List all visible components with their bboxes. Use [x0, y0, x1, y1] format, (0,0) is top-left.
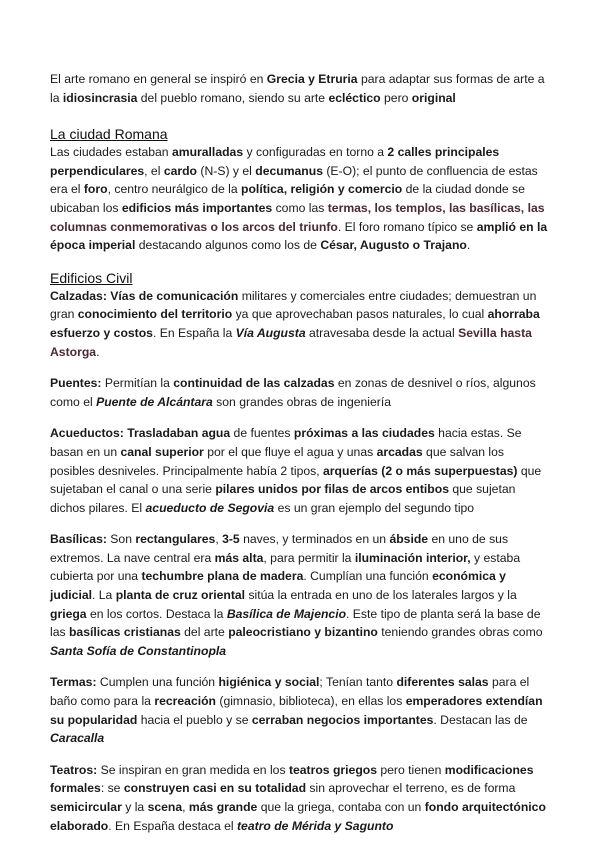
body-text: es un gran ejemplo del segundo tipo [274, 500, 475, 515]
emphasis-text: acueducto de Segovia [145, 500, 275, 515]
intro-paragraph [50, 70, 550, 107]
emphasis-text: Puentes: [50, 376, 105, 391]
body-text: (gimnasio, biblioteca), en ellas los [216, 694, 406, 709]
emphasis-text: Caracalla [50, 731, 105, 746]
emphasis-text: paleocristiano y bizantino [228, 625, 378, 640]
emphasis-text: fondo arquitectónico elaborado [50, 800, 546, 833]
section-buildings [50, 269, 550, 835]
body-text: y configuradas en torno a [243, 145, 388, 160]
body-text: , para permitir la [263, 550, 355, 565]
emphasis-text: arcadas [376, 444, 423, 459]
body-text: por el que fluye el agua y unas [203, 444, 377, 459]
body-text: . La [92, 588, 116, 603]
city-paragraph [50, 143, 550, 255]
body-text: . [466, 238, 471, 253]
body-text: en zonas de desnivel o ríos, algunos como el [50, 376, 536, 409]
paragraph-puentes [50, 374, 550, 411]
body-text: que la griega, contaba con un [257, 800, 425, 814]
emphasis-text: Puente de Alcántara [96, 394, 213, 409]
emphasis-text: termas, los templos, las basílicas, las columnas conmemorativas o los arcos del triunfo [50, 200, 545, 234]
body-text: , el [144, 163, 164, 178]
paragraph-teatros [50, 761, 550, 835]
body-text: Cumplen una función [99, 675, 219, 690]
body-text: pero [380, 90, 412, 105]
emphasis-text: griega [50, 606, 87, 621]
emphasis-text: decumanus [255, 163, 323, 178]
paragraph-basilicas [50, 530, 550, 660]
emphasis-text: basílicas cristianas [68, 625, 181, 640]
section-heading-buildings: Edificios Civil [50, 269, 133, 286]
emphasis-text: Vías de comunicación [110, 288, 239, 303]
emphasis-text: construyen casi en su totalidad [123, 781, 307, 796]
body-text: . En España destaca el [108, 818, 237, 833]
body-text: . Cumplían una función [303, 569, 433, 584]
body-text: para adaptar sus formas de arte a la [50, 72, 545, 105]
emphasis-text: 2 calles principales perpendiculares [50, 145, 500, 178]
body-text: que salvan los posibles desniveles. Principalmente había 2 tipos, [50, 444, 504, 478]
emphasis-text: recreación [154, 694, 216, 709]
body-text: (N-S) y el [197, 163, 256, 178]
body-text: , [182, 800, 189, 814]
body-text: (E-O); el punto de confluencia de estas era el [50, 163, 538, 197]
emphasis-text: semicircular [50, 800, 122, 814]
body-text: en uno de sus extremos. La nave central era [50, 532, 509, 565]
body-text: en los cortos. Destaca la [86, 606, 227, 621]
body-text: de fuentes [230, 426, 294, 441]
emphasis-text: más grande [188, 800, 258, 814]
body-text: teniendo grandes obras como [377, 625, 543, 640]
emphasis-text: Teatros: [50, 762, 101, 777]
body-text: ; Tenían tanto [319, 675, 397, 690]
body-text: atravesaba desde la actual [305, 325, 459, 340]
body-text: y estaba cubierta por una [50, 550, 521, 584]
emphasis-text: rectangulares [135, 532, 216, 547]
emphasis-text: 3-5 [222, 532, 240, 547]
paragraph-acueductos [50, 424, 550, 517]
emphasis-text: Trasladaban agua [127, 426, 231, 441]
emphasis-text: amuralladas [171, 145, 244, 160]
body-text: del pueblo romano, siendo su arte [137, 90, 329, 105]
body-text: de la ciudad donde se ubicaban los [50, 182, 525, 215]
body-text: hacia estas. Se basan en un [50, 426, 522, 459]
body-text: . Destacan las de [433, 712, 528, 727]
body-text: Las ciudades estaban [50, 145, 172, 160]
emphasis-text: edificios más importantes [121, 200, 273, 215]
emphasis-text: teatros griegos [288, 762, 377, 777]
emphasis-text: Sevilla hasta Astorga [50, 325, 532, 359]
emphasis-text: amplió en la época imperial [50, 219, 548, 253]
emphasis-text: Acueductos: [50, 426, 128, 441]
body-text: Permitían la [104, 376, 174, 391]
body-text: , centro neurálgico de la [107, 182, 242, 197]
body-text: y la [121, 800, 148, 814]
body-text: Son [110, 532, 136, 547]
body-text: del arte [180, 625, 229, 640]
emphasis-text: Basílicas: [50, 532, 111, 547]
emphasis-text: conocimiento del territorio [77, 307, 233, 322]
body-text: como las [272, 200, 328, 215]
body-text: que sujetan dichos pilares. El [50, 482, 516, 515]
emphasis-text: techumbre plana de madera [141, 569, 304, 584]
body-text: hacia el pueblo y se [137, 712, 252, 727]
emphasis-text: Vía Augusta [235, 325, 306, 340]
emphasis-text: cardo [163, 163, 198, 178]
body-text: . En España la [152, 325, 236, 340]
emphasis-text: Termas: [50, 675, 100, 690]
document-page [50, 70, 550, 848]
emphasis-text: próximas a las ciudades [293, 426, 435, 441]
paragraph-termas [50, 673, 550, 747]
body-text: que sujetaban el canal o una serie [50, 463, 542, 497]
body-text: Se inspiran en gran medida en los [100, 762, 289, 777]
emphasis-text: ábside [389, 532, 429, 547]
emphasis-text: modificaciones formales [50, 762, 534, 796]
body-text: sin aprovechar el terreno, es de forma [306, 781, 516, 796]
emphasis-text: Santa Sofía de Constantinopla [50, 643, 227, 658]
body-text: militares y comerciales entre ciudades; demuestran un gran [50, 288, 537, 322]
body-text: sitúa la entrada en uno de los laterales largos y la [245, 588, 517, 603]
emphasis-text: planta de cruz oriental [115, 588, 246, 603]
section-heading-city: La ciudad Romana [50, 126, 168, 143]
emphasis-text: iluminación interior, [354, 550, 471, 565]
emphasis-text: cerraban negocios importantes [251, 712, 434, 727]
emphasis-text: ahorraba esfuerzo y costos [50, 307, 540, 340]
body-text: . El foro romano típico se [337, 219, 477, 234]
emphasis-text: económica y judicial [50, 569, 506, 603]
emphasis-text: scena [147, 800, 183, 814]
body-text: : se [100, 781, 124, 796]
emphasis-text: higiénica y social [218, 675, 320, 690]
body-text: . Este tipo de planta será la base de las [50, 606, 541, 640]
body-text: El arte romano en general se inspiró en [50, 72, 267, 86]
body-text: . [96, 344, 100, 359]
emphasis-text: idiosincrasia [62, 90, 138, 105]
paragraph-calzadas [50, 287, 550, 361]
emphasis-text: ecléctico [328, 90, 381, 105]
emphasis-text: Calzadas: [50, 288, 111, 303]
emphasis-text: foro [83, 182, 108, 197]
section-city [50, 125, 550, 255]
emphasis-text: Grecia y Etruria [266, 72, 358, 86]
emphasis-text: diferentes salas [396, 675, 489, 690]
body-text: pero tienen [376, 762, 445, 777]
body-text: ya que aprovechaban pasos naturales, lo cual [232, 307, 488, 322]
emphasis-text: pilares unidos por filas de arcos entibos [215, 482, 449, 497]
body-text: son grandes obras de ingeniería [212, 394, 391, 409]
emphasis-text: política, religión y comercio [241, 182, 403, 197]
emphasis-text: original [411, 90, 456, 105]
emphasis-text: más alta [214, 550, 264, 565]
body-text: para el baño como para la [50, 675, 530, 709]
emphasis-text: arquerías (2 o más superpuestas) [323, 463, 518, 478]
body-text: , [215, 532, 223, 547]
body-text: destacando algunos como los de [135, 238, 321, 253]
body-text: naves, y terminados en un [239, 532, 390, 547]
emphasis-text: emperadores extendían su popularidad [50, 694, 543, 727]
emphasis-text: continuidad de las calzadas [173, 376, 335, 391]
emphasis-text: teatro de Mérida y Sagunto [236, 818, 394, 833]
emphasis-text: canal superior [120, 444, 204, 459]
emphasis-text: Basílica de Majencio [226, 606, 347, 621]
emphasis-text: César, Augusto o Trajano [320, 238, 467, 253]
